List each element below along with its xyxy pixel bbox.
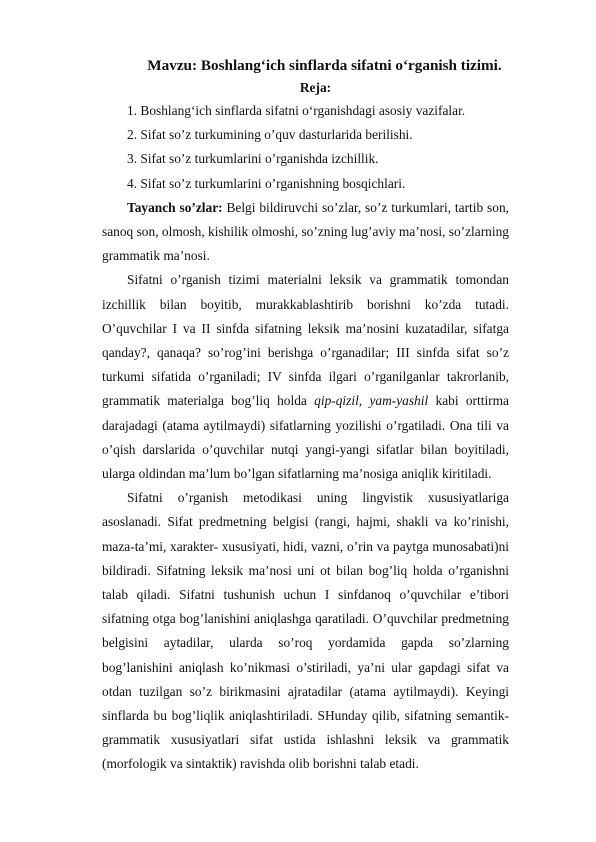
document-title: Mavzu: Boshlang‘ich sinflarda sifatni o‘rganish tizimi. <box>147 57 502 74</box>
keywords-text: Belgi bildiruvchi so’zlar, so’z turkumlari, tartib son, sanoq son, olmosh, kishilik olmoshi, so’zning lug’aviy ma’nosi, so’zlarning grammatik ma’nosi. <box>102 199 509 264</box>
plan-heading: Reja: <box>299 80 332 95</box>
plan-item: 2. Sifat so’z turkumining o’quv dasturlarida berilishi. <box>127 127 413 143</box>
paragraph-2: Sifatni o’rganish metodikasi uning lingvistik xususiyatlariga asoslanadi. Sifat predmetning belgisi (rangi, hajmi, shakli va ko’rinishi, maza-ta’mi, xarakter- xususiyati, hidi, vazni, o’rin va paytga munosabati)ni bildiradi. Sifatning leksik ma’nosi uni ot bilan bog’liq holda o’rganishni talab qiladi. Sifatni tushunish uchun I sinfdanoq o’quvchilar e’tibori sifatning otga bog’lanishini aniqlashga qaratiladi. O’quvchilar predmetning belgisini aytadilar, ularda so’roq yordamida gapda so’zlarning bog’lanishini aniqlash ko’nikmasi o’stiriladi, ya’ni ular gapdagi sifat va otdan tuzilgan so’z birikmasini ajratadilar (atama aytilmaydi). Keyingi sinflarda bu bog’liqlik aniqlashtiriladi. SHunday qilib, sifatning semantik-grammatik xususiyatlari sifat ustida ishlashni leksik va grammatik (morfologik va sintaktik) ravishda olib borishni talab etadi. <box>102 490 509 772</box>
paragraph-1-part-a: Sifatni o’rganish tizimi materialni leksik va grammatik tomondan izchillik bilan boyitib, murakkablashtirib borishni ko’zda tutadi. O’quvchilar I va II sinfda sifatning leksik ma’nosini kuzatadilar, sifatga qanday?, qanaqa? so’rog’ini berishga o’rganadilar; III sinfda sifat so’z turkumi sifatida o’rganiladi; IV sinfda ilgari o’rganilganlar takrorlanib, grammatik materialga bog’liq holda <box>102 272 509 409</box>
plan-item: 1. Boshlang‘ich sinflarda sifatni o‘rganishdagi asosiy vazifalar. <box>127 103 466 118</box>
plan-item: 3. Sifat so’z turkumlarini o’rganishda izchillik. <box>127 151 379 167</box>
paragraph-1-italic: qip-qizil, yam-yashil <box>314 393 429 409</box>
plan-list <box>102 99 509 196</box>
keywords-paragraph <box>102 196 509 269</box>
plan-item: 4. Sifat so’z turkumlarini o’rganishning bosqichlari. <box>127 175 406 191</box>
keywords-label: Tayanch so’zlar: <box>127 199 223 215</box>
paragraph-1-part-b: kabi orttirma darajadagi (atama aytilmaydi) sifatlarning yozilishi o’rgatiladi. Ona tili va o’qish darslarida o’quvchilar nutqi yangi-yangi sifatlar bilan boyitiladi, ularga oldindan ma’lum bo’lgan sifatlarning ma’nosiga aniqlik kiritiladi. <box>102 393 509 482</box>
paragraph-1 <box>102 268 509 486</box>
